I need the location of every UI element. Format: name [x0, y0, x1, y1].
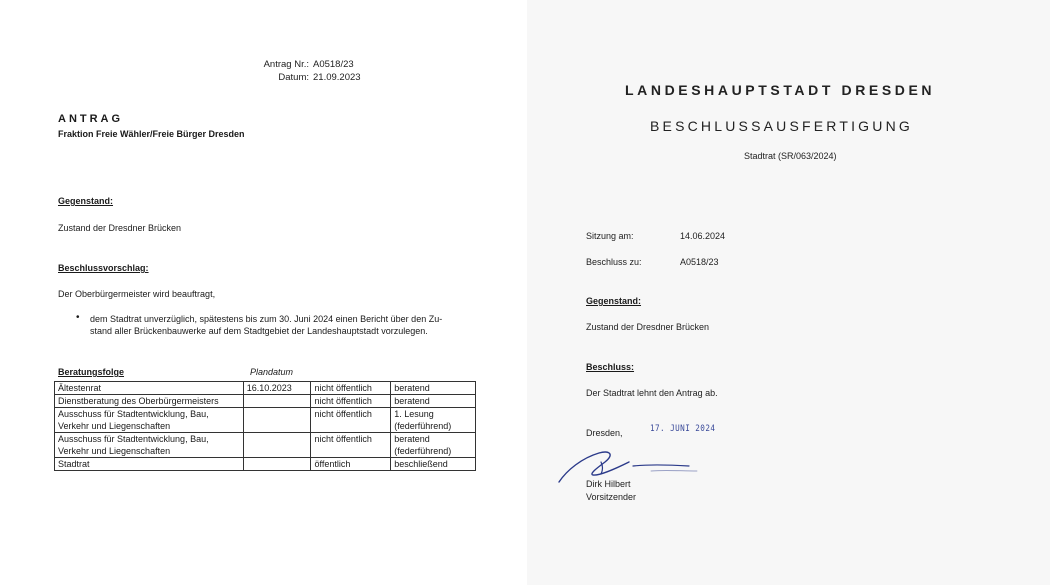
beratungsfolge-row — [55, 382, 476, 395]
plandatum-cell — [243, 395, 311, 408]
beschlussvorschlag-heading: Beschlussvorschlag: — [58, 263, 149, 273]
beschluss-zu-label: Beschluss zu: — [586, 257, 642, 267]
signer-name: Dirk Hilbert — [586, 479, 631, 489]
art-text: beratend — [394, 434, 430, 444]
gegenstand-heading: Gegenstand: — [58, 196, 114, 206]
bullet-line-1: dem Stadtrat unverzüglich, spätestens bis zum 30. Juni 2024 einen Bericht über den Zu- — [90, 314, 443, 324]
art-text: (federführend) — [394, 421, 452, 431]
antrag-meta — [246, 59, 361, 85]
gremium-text: Stadtrat — [58, 459, 90, 469]
gremium-cell — [55, 433, 244, 458]
art-text: beschließend — [394, 459, 448, 469]
signature-image — [547, 440, 747, 490]
gremium-text: Ausschuss für Stadtentwicklung, Bau, — [58, 409, 209, 419]
gremium-text: Verkehr und Liegenschaften — [58, 421, 171, 431]
art-cell — [391, 433, 476, 458]
antrag-nr-label: Antrag Nr.: — [263, 59, 309, 70]
antrag-title: ANTRAG — [58, 113, 124, 125]
doc-type-title: BESCHLUSSAUSFERTIGUNG — [650, 118, 913, 134]
city-title: LANDESHAUPTSTADT DRESDEN — [625, 82, 936, 98]
art-text: beratend — [394, 396, 430, 406]
signer-role: Vorsitzender — [586, 492, 637, 502]
beratungsfolge-row — [55, 395, 476, 408]
gremium-cell — [55, 458, 244, 471]
beratungsfolge-row — [55, 408, 476, 433]
status-cell: nicht öffentlich — [311, 433, 391, 458]
plandatum-cell — [243, 458, 311, 471]
gremium-cell — [55, 408, 244, 433]
session-body: Stadtrat (SR/063/2024) — [744, 151, 837, 161]
sitzung-value: 14.06.2024 — [680, 231, 726, 241]
art-cell — [391, 458, 476, 471]
beschluss-heading: Beschluss: — [586, 362, 635, 372]
place-label: Dresden, — [586, 428, 623, 438]
art-cell — [391, 395, 476, 408]
faction-name: Fraktion Freie Wähler/Freie Bürger Dresden — [58, 129, 245, 139]
datum-value: 21.09.2023 — [313, 72, 361, 83]
plandatum-cell — [243, 408, 311, 433]
beratungsfolge-table — [54, 381, 476, 471]
plandatum-cell — [243, 433, 311, 458]
sitzung-label: Sitzung am: — [586, 231, 634, 241]
gremium-text: Ältestenrat — [58, 383, 102, 393]
beschluss-page — [527, 0, 1050, 585]
gremium-text: Dienstberatung des Oberbürgermeisters — [58, 396, 219, 406]
status-cell: nicht öffentlich — [311, 395, 391, 408]
gegenstand-heading-right: Gegenstand: — [586, 296, 642, 306]
datum-label: Datum: — [278, 72, 309, 83]
gegenstand-text-right: Zustand der Dresdner Brücken — [586, 322, 710, 332]
bullet-line-2: stand aller Brückenbauwerke auf dem Stadtgebiet der Landeshauptstadt vorzulegen. — [90, 326, 428, 336]
plandatum-heading: Plandatum — [250, 367, 294, 377]
gremium-text: Verkehr und Liegenschaften — [58, 446, 171, 456]
date-stamp: 17. JUNI 2024 — [650, 424, 716, 434]
beschluss-zu-value: A0518/23 — [680, 257, 719, 267]
bullet-icon: • — [76, 312, 80, 323]
gremium-text: Ausschuss für Stadtentwicklung, Bau, — [58, 434, 209, 444]
antrag-nr-value: A0518/23 — [313, 59, 354, 70]
art-text: 1. Lesung — [394, 409, 434, 419]
beratungsfolge-row — [55, 433, 476, 458]
art-cell — [391, 382, 476, 395]
beratungsfolge-heading: Beratungsfolge — [58, 367, 125, 377]
status-cell: nicht öffentlich — [311, 408, 391, 433]
art-text: beratend — [394, 383, 430, 393]
gremium-cell — [55, 395, 244, 408]
beschluss-text: Der Stadtrat lehnt den Antrag ab. — [586, 388, 718, 398]
art-cell — [391, 408, 476, 433]
status-cell: nicht öffentlich — [311, 382, 391, 395]
plandatum-cell: 16.10.2023 — [243, 382, 311, 395]
gremium-cell — [55, 382, 244, 395]
gegenstand-text: Zustand der Dresdner Brücken — [58, 223, 182, 233]
beschlussvorschlag-intro: Der Oberbürgermeister wird beauftragt, — [58, 289, 216, 299]
beratungsfolge-row — [55, 458, 476, 471]
art-text: (federführend) — [394, 446, 452, 456]
status-cell: öffentlich — [311, 458, 391, 471]
